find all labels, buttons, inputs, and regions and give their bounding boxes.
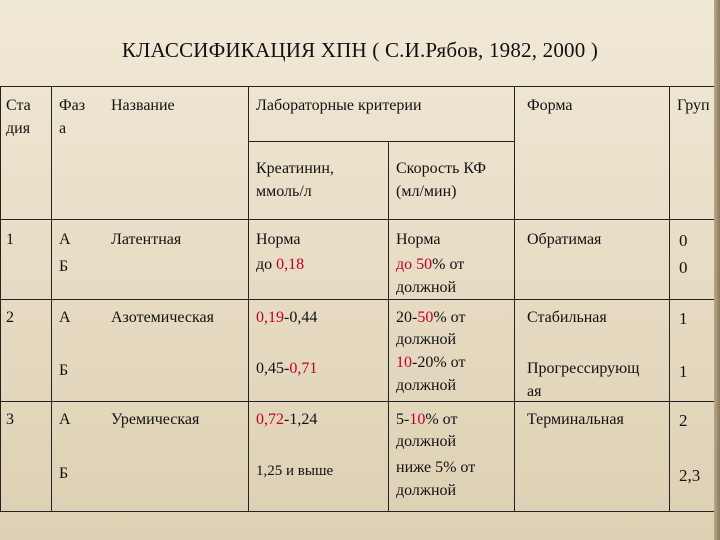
gfr-cell: до 50% от	[396, 256, 465, 273]
header-group: Груп	[677, 97, 710, 114]
group-cell: 1	[679, 362, 688, 381]
creatinine-cell: 0,45-0,71	[256, 360, 318, 377]
slide-edge	[714, 0, 720, 540]
creatinine-cell: 1,25 и выше	[256, 463, 334, 479]
group-cell: 0	[679, 258, 688, 277]
header-lab-criteria: Лабораторные критерии	[256, 97, 422, 114]
form-cell: Прогрессирующ ая	[527, 360, 640, 400]
group-cell: 2	[679, 411, 688, 430]
phase-cell: Б	[59, 362, 69, 379]
phase-cell: Б	[59, 258, 69, 275]
stage-cell: 2	[6, 309, 14, 326]
header-stage: Ста дия	[6, 97, 31, 137]
gfr-cell: должной	[396, 331, 457, 348]
header-phase: Фаз а	[59, 97, 86, 137]
phase-cell: А	[59, 411, 71, 428]
header-name: Название	[111, 97, 175, 114]
phase-cell: А	[59, 309, 71, 326]
creatinine-cell: 0,19-0,44	[256, 309, 318, 326]
gfr-cell: должной	[396, 377, 457, 394]
form-cell: Терминальная	[527, 411, 624, 428]
header-form: Форма	[527, 97, 573, 114]
gfr-cell: должной	[396, 279, 457, 296]
gfr-cell: 10-20% от	[396, 354, 466, 371]
name-cell: Латентная	[111, 231, 182, 248]
phase-cell: Б	[59, 465, 69, 482]
header-gfr: Скорость КФ (мл/мин)	[396, 160, 487, 200]
gfr-cell: Норма	[396, 231, 441, 248]
gfr-cell: 20-50% от	[396, 309, 466, 326]
gfr-cell: 5-10% от	[396, 411, 458, 428]
gfr-cell: должной	[396, 433, 457, 450]
gfr-cell: ниже 5% от должной	[396, 459, 476, 499]
group-cell: 0	[679, 231, 688, 250]
phase-cell: А	[59, 231, 71, 248]
name-cell: Азотемическая	[111, 309, 214, 326]
creatinine-cell: 0,72-1,24	[256, 411, 318, 428]
creatinine-cell: Норма	[256, 231, 301, 248]
creatinine-cell: до 0,18	[256, 256, 305, 273]
group-cell: 2,3	[679, 466, 701, 485]
form-cell: Стабильная	[527, 309, 607, 326]
slide-title: КЛАССИФИКАЦИЯ ХПН ( С.И.Рябов, 1982, 2000 )	[121, 38, 599, 62]
stage-cell: 1	[6, 231, 14, 248]
header-creatinine: Креатинин, ммоль/л	[256, 160, 334, 200]
name-cell: Уремическая	[111, 411, 200, 428]
form-cell: Обратимая	[527, 231, 602, 248]
stage-cell: 3	[6, 411, 14, 428]
group-cell: 1	[679, 309, 688, 328]
